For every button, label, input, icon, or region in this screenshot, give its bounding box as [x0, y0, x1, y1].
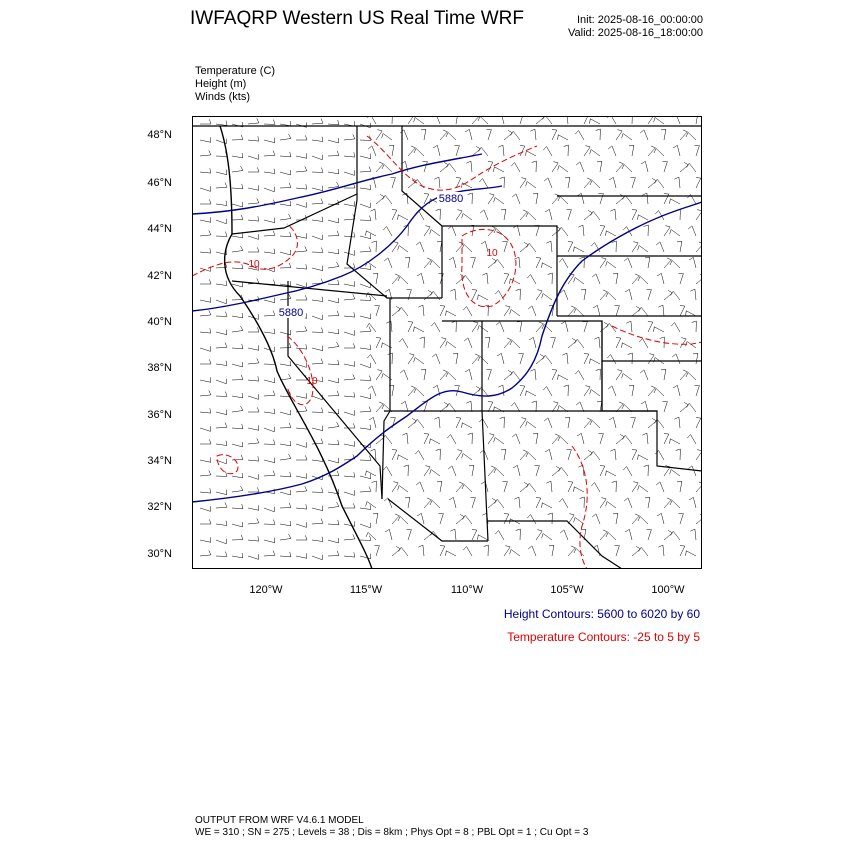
lat-label-34: 34°N	[147, 455, 172, 467]
height-field-label: Height (m)	[195, 78, 247, 90]
lat-label-42: 42°N	[147, 270, 172, 282]
lat-label-46: 46°N	[147, 177, 172, 189]
lat-label-32: 32°N	[147, 501, 172, 513]
model-config: WE = 310 ; SN = 275 ; Levels = 38 ; Dis = 8km ; Phys Opt = 8 ; PBL Opt = 1 ; Cu Opt = 3	[195, 827, 589, 838]
init-time: Init: 2025-08-16_00:00:00	[577, 14, 703, 26]
map-title: IWFAQRP Western US Real Time WRF	[190, 8, 524, 29]
lon-label-100: 100°W	[651, 584, 685, 596]
lat-label-40: 40°N	[147, 316, 172, 328]
temp-contour-label-2: 10	[486, 248, 498, 259]
valid-time: Valid: 2025-08-16_18:00:00	[568, 27, 703, 39]
map-panel	[192, 116, 702, 569]
lon-label-120: 120°W	[249, 584, 283, 596]
lat-label-44: 44°N	[147, 223, 172, 235]
temp-contour-label-3: 10	[306, 376, 318, 387]
lon-label-110: 110°W	[450, 584, 484, 596]
lat-label-48: 48°N	[147, 129, 172, 141]
lat-label-30: 30°N	[147, 548, 172, 560]
height-contour-label-2: 5880	[278, 307, 304, 319]
lon-label-115: 115°W	[349, 584, 383, 596]
lon-label-105: 105°W	[550, 584, 584, 596]
winds-field-label: Winds (kts)	[195, 91, 250, 103]
lat-label-36: 36°N	[147, 409, 172, 421]
temp-contour-label-1: 10	[248, 259, 260, 270]
height-contours-legend: Height Contours: 5600 to 6020 by 60	[503, 607, 700, 621]
temperature-field-label: Temperature (C)	[195, 65, 276, 77]
model-info: OUTPUT FROM WRF V4.6.1 MODEL	[195, 815, 364, 826]
lat-label-38: 38°N	[147, 362, 172, 374]
weather-map	[192, 116, 702, 569]
temperature-contours-legend: Temperature Contours: -25 to 5 by 5	[507, 630, 700, 644]
height-contour-label-1: 5880	[438, 193, 464, 205]
